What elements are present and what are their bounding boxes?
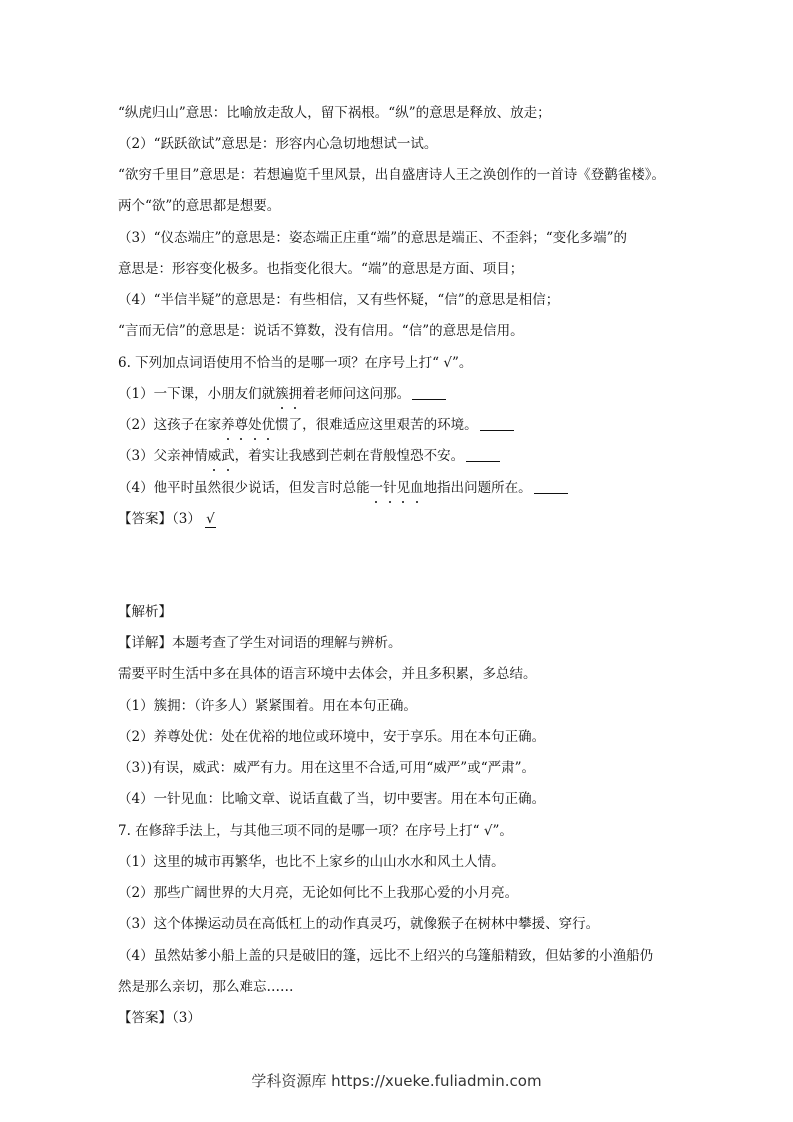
dotted-char: 武 bbox=[221, 448, 235, 464]
option-text: ，着实让我感到芒刺在背般惶恐不安。 bbox=[234, 448, 465, 464]
answer-blank bbox=[412, 385, 446, 400]
footer-watermark: 学科资源库 https://xueke.fuliadmin.com bbox=[251, 1072, 542, 1090]
dotted-char: 簇 bbox=[275, 386, 289, 402]
text-line: （1）簇拥：（许多人）紧紧围着。用在本句正确。 bbox=[118, 698, 417, 714]
text-line: “纵虎归山”意思：比喻放走敌人，留下祸根。“纵”的意思是释放、放走； bbox=[118, 105, 551, 121]
option-text: （4）他平时虽然很少说话，但发言时总能 bbox=[118, 480, 370, 496]
answer-label: 【答案】 bbox=[118, 511, 172, 527]
q7-option-4: （4）虽然姑爹小船上盖的只是破旧的篷，远比不上绍兴的乌篷船精致，但姑爹的小渔船仍 bbox=[118, 948, 654, 964]
answer-7: 【答案】（3） bbox=[118, 1010, 201, 1026]
option-text: 着老师问这问那。 bbox=[302, 386, 411, 402]
text-line: “言而无信”的意思是：说话不算数，没有信用。“信”的意思是信用。 bbox=[118, 323, 524, 339]
dotted-char: 优 bbox=[261, 417, 276, 433]
dotted-word bbox=[221, 417, 275, 433]
dotted-word bbox=[370, 480, 424, 496]
dotted-char: 一 bbox=[369, 480, 384, 496]
text-line: 【详解】本题考查了学生对词语的理解与辨析。 bbox=[118, 635, 402, 651]
dotted-char: 针 bbox=[383, 480, 397, 496]
question-6-stem: 6. 下列加点词语使用不恰当的是哪一项？在序号上打“ √”。 bbox=[118, 355, 473, 371]
q7-option-2: （2）那些广阔世界的大月亮，无论如何比不上我那心爱的小月亮。 bbox=[118, 885, 519, 901]
dotted-word bbox=[275, 386, 302, 402]
text-line: 需要平时生活中多在具体的语言环境中去体会，并且多积累，多总结。 bbox=[118, 666, 537, 682]
answer-blank bbox=[466, 447, 500, 462]
q7-option-4-cont: 然是那么亲切，那么难忘…… bbox=[118, 979, 294, 995]
dotted-char: 养 bbox=[221, 417, 235, 433]
text-line: （4）一针见血：比喻文章、说话直截了当，切中要害。用在本句正确。 bbox=[118, 791, 546, 807]
dotted-char: 血 bbox=[410, 480, 424, 496]
q7-option-3: （3）这个体操运动员在高低杠上的动作真灵巧，就像猴子在树林中攀援、穿行。 bbox=[118, 916, 600, 932]
dotted-char: 处 bbox=[248, 417, 262, 433]
q6-option-1 bbox=[118, 384, 693, 404]
option-text: （1）一下课，小朋友们就 bbox=[118, 386, 276, 402]
text-line: （4）“半信半疑”的意思是：有些相信，又有些怀疑，“信”的意思是相信； bbox=[118, 292, 560, 308]
option-text: （3）父亲神情 bbox=[118, 448, 208, 464]
dotted-char: 拥 bbox=[288, 386, 303, 402]
text-line: （3）)有误，威武：威严有力。用在这里不合适,可用“威严”或“严肃”。 bbox=[118, 760, 536, 776]
q6-option-2 bbox=[118, 415, 693, 435]
dotted-char: 见 bbox=[396, 480, 411, 496]
analysis-heading: 【解析】 bbox=[118, 604, 172, 620]
q6-option-3 bbox=[118, 446, 693, 466]
q7-option-1: （1）这里的城市再繁华，也比不上家乡的山山水水和风土人情。 bbox=[118, 854, 505, 870]
question-7-stem: 7. 在修辞手法上，与其他三项不同的是哪一项？在序号上打“ √”。 bbox=[118, 823, 513, 839]
text-line: 两个“欲”的意思都是想要。 bbox=[118, 198, 281, 214]
check-mark: √ bbox=[206, 511, 215, 527]
dotted-char: 尊 bbox=[234, 417, 249, 433]
answer-seq: （3） bbox=[172, 511, 201, 527]
text-line: （2）养尊处优：处在优裕的地位或环境中，安于享乐。用在本句正确。 bbox=[118, 729, 546, 745]
option-text: （2）这孩子在家 bbox=[118, 417, 222, 433]
answer-6 bbox=[118, 509, 693, 529]
text-line: （2）“跃跃欲试”意思是：形容内心急切地想试一试。 bbox=[118, 136, 438, 152]
text-line: 意思是：形容变化极多。也指变化很大。“端”的意思是方面、项目； bbox=[118, 261, 524, 277]
option-text: 地指出问题所在。 bbox=[423, 480, 532, 496]
text-line: （3）“仪态端庄”的意思是：姿态端正庄重“端”的意思是端正、不歪斜；“变化多端”的 bbox=[118, 230, 627, 246]
option-text: 惯了，很难适应这里艰苦的环境。 bbox=[275, 417, 478, 433]
text-line: “欲穷千里目”意思是：若想遍览千里风景，出自盛唐诗人王之涣创作的一首诗《登鹳雀楼》。 bbox=[118, 167, 666, 183]
dotted-word bbox=[208, 448, 235, 464]
answer-blank bbox=[480, 416, 514, 431]
q6-option-4 bbox=[118, 478, 693, 498]
answer-blank bbox=[534, 479, 568, 494]
dotted-char: 威 bbox=[207, 448, 222, 464]
